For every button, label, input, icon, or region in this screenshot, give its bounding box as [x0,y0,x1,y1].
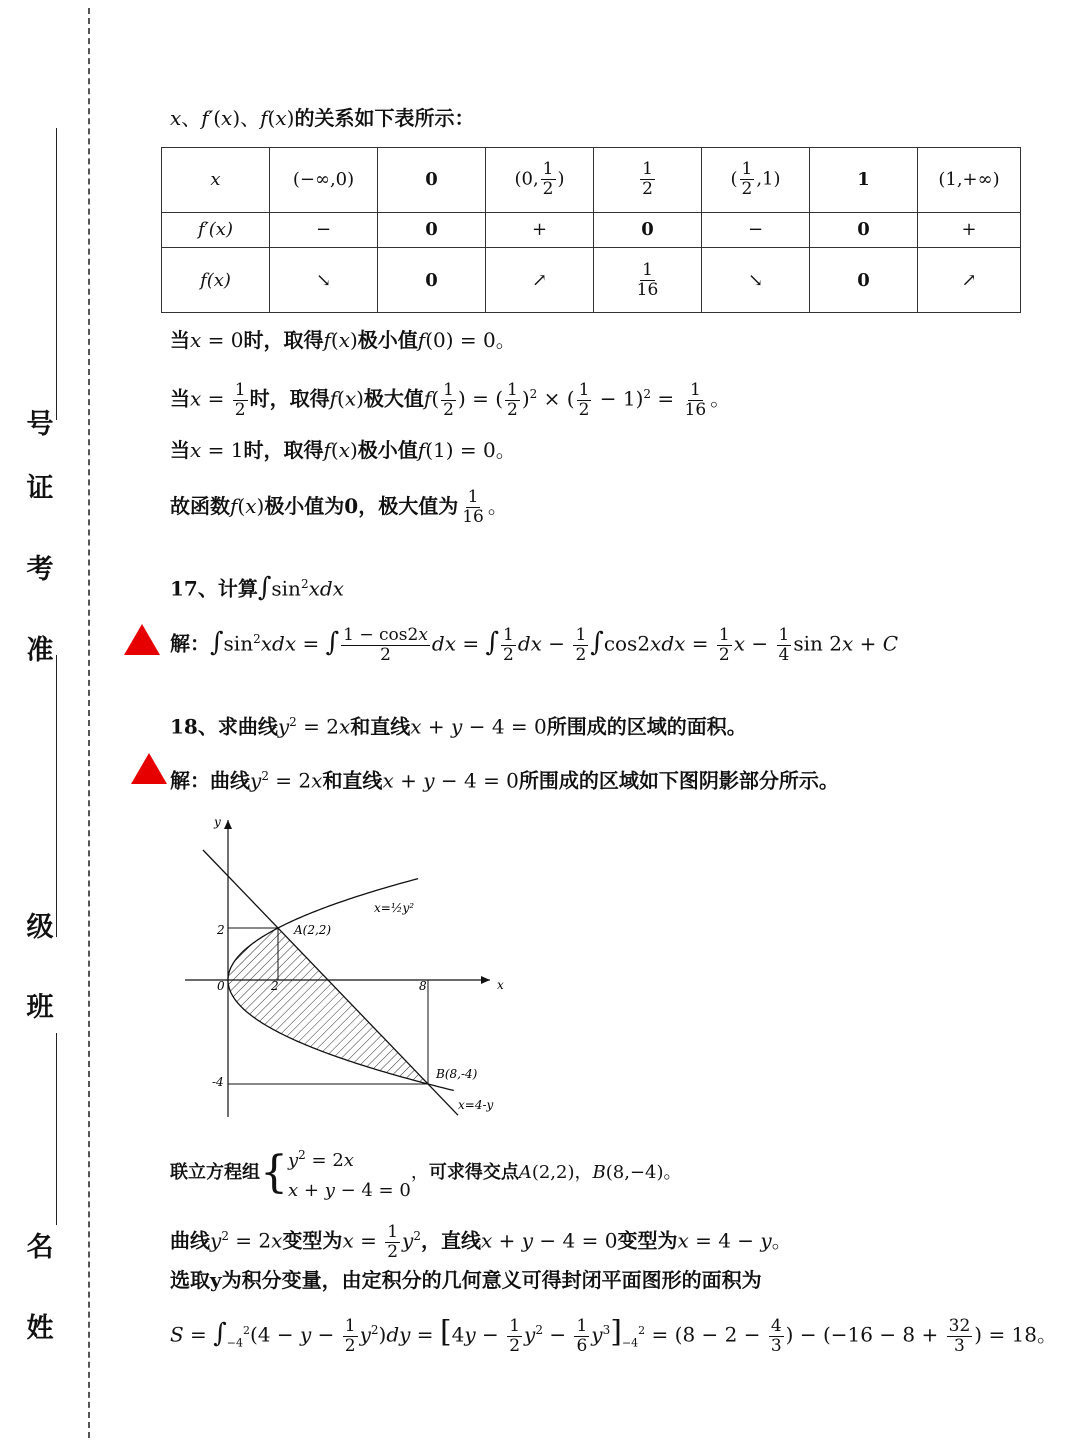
table-cell: $\frac{1}{2}$ [594,148,702,213]
result-line-1: 当x = 0时，取得f(x)极小值f(0) = 0。 [170,328,516,352]
table-row-x [162,148,1021,213]
line-label: x=4-y [458,1098,494,1112]
table-row-f [162,248,1021,313]
warning-triangle-icon [124,624,160,655]
sidebar-exam-id-char-3: 考 [26,554,54,585]
curve-label: x=½y² [374,901,415,915]
table-cell: (−∞,0) [270,148,378,213]
table-cell: $\frac{1}{16}$ [594,248,702,313]
tick-label-y2: 2 [217,923,225,937]
tick-label-x2: 2 [271,979,279,993]
q18-solution: 解：曲线$y^2 = 2x$和直线x + y − 4 = 0所围成的区域如下图阴影部分所示。 [170,768,839,793]
tick-label-yneg4: -4 [212,1075,224,1089]
sidebar-name-char-1: 名 [26,1232,54,1263]
warning-triangle-icon [131,753,167,784]
table-cell: 0 [810,248,918,313]
table-cell: ↗ [486,248,594,313]
name-underline [56,1033,57,1225]
origin-label: 0 [217,979,225,993]
q18-area: $S = \int_{-4}^2(4 - y$ − $\frac{1}{2}$ $y^2)dy = [4y$ − $\frac{1}{2}$ $y^2$ − $\frac{1}{6}$ $y^3]_{-4}^2 = (8 - 2$ − $\frac{4}{3}$ ) − (−16 − 8 + $\frac{32}{3}$ ) = 18。 [170,1314,1058,1356]
table-cell: ↗ [918,248,1021,313]
intro-text: x、f′(x)、f(x)的关系如下表所示： [170,106,475,130]
table-cell: 0 [810,212,918,248]
table-cell: 0 [594,212,702,248]
table-cell: ↘ [270,248,378,313]
sidebar-name-char-2: 姓 [26,1313,54,1344]
table-cell: (0, $\frac{1}{2}$ ) [486,148,594,213]
sidebar-exam-id-char-4: 准 [26,635,54,666]
region-graph [180,812,520,1122]
table-cell: ↘ [702,248,810,313]
sidebar-exam-id-char-2: 证 [26,473,54,504]
result-line-4: 故函数f(x)极小值为0，极大值为 $\frac{1}{16}$ 。 [170,487,508,527]
y-axis-label: y [214,815,221,829]
exam-id-underline [56,128,57,420]
q18-transform: 曲线$y^2 = 2x$变型为x = $\frac{1}{2}$ $y^2$，直线x + y − 4 = 0变型为x = 4 − y。 [170,1221,792,1262]
point-a-label: A(2,2) [294,923,332,937]
table-cell: f(x) [162,248,270,313]
x-axis-arrow-icon [481,976,490,984]
derivative-table [161,147,1021,313]
q18-question: 18、求曲线$y^2 = 2x$和直线x + y − 4 = 0所围成的区域的面积。 [170,714,747,739]
y-axis-arrow-icon [224,820,232,829]
table-cell: 0 [378,148,486,213]
table-cell: + [486,212,594,248]
class-underline [56,655,57,937]
table-cell: − [270,212,378,248]
sidebar-class-char-1: 级 [26,912,54,943]
q18-method: 选取y为积分变量，由定积分的几何意义可得封闭平面图形的面积为 [170,1268,762,1292]
table-cell: 0 [378,248,486,313]
table-row-fprime [162,212,1021,248]
result-line-2: 当x = $\frac{1}{2}$ 时，取得f(x)极大值f( $\frac{1}{2}$ ) = ( $\frac{1}{2}$ )$^2$ × ( $\frac{1}{2}$ − 1)$^2$ = $\frac{1}{16}$ 。 [170,379,731,420]
shaded-region [228,928,428,1084]
tick-label-x8: 8 [419,979,427,993]
table-cell: f′(x) [162,212,270,248]
table-cell: (1,+∞) [918,148,1021,213]
table-cell: ( $\frac{1}{2}$ ,1) [702,148,810,213]
sidebar-class-char-2: 班 [26,992,54,1023]
q17-solution: 解：$\int\sin^2xdx$ = ∫ $\frac{1 - \cos 2x}{2}$ dx = ∫ $\frac{1}{2}$ dx − $\frac{1}{2}$ ∫cos2xdx = $\frac{1}{2}$ x − $\frac{1}{4}$ sin 2x + C [170,624,899,665]
x-axis-label: x [497,978,504,992]
q17-question: 17、计算$\int\sin^2xdx$ [170,572,344,603]
table-cell: − [702,212,810,248]
table-cell: 0 [378,212,486,248]
table-cell: + [918,212,1021,248]
point-b-label: B(8,-4) [436,1067,478,1081]
q18-system: 联立方程组{ $y^2 = 2x$ x + y − 4 = 0 ，可求得交点A(2,2)，B(8,−4)。 [170,1147,682,1201]
result-line-3: 当x = 1时，取得f(x)极小值f(1) = 0。 [170,438,516,462]
binding-dashed-line [88,8,90,1438]
table-cell: x [162,148,270,213]
sidebar-exam-id-char-1: 号 [26,409,54,440]
table-cell: 1 [810,148,918,213]
